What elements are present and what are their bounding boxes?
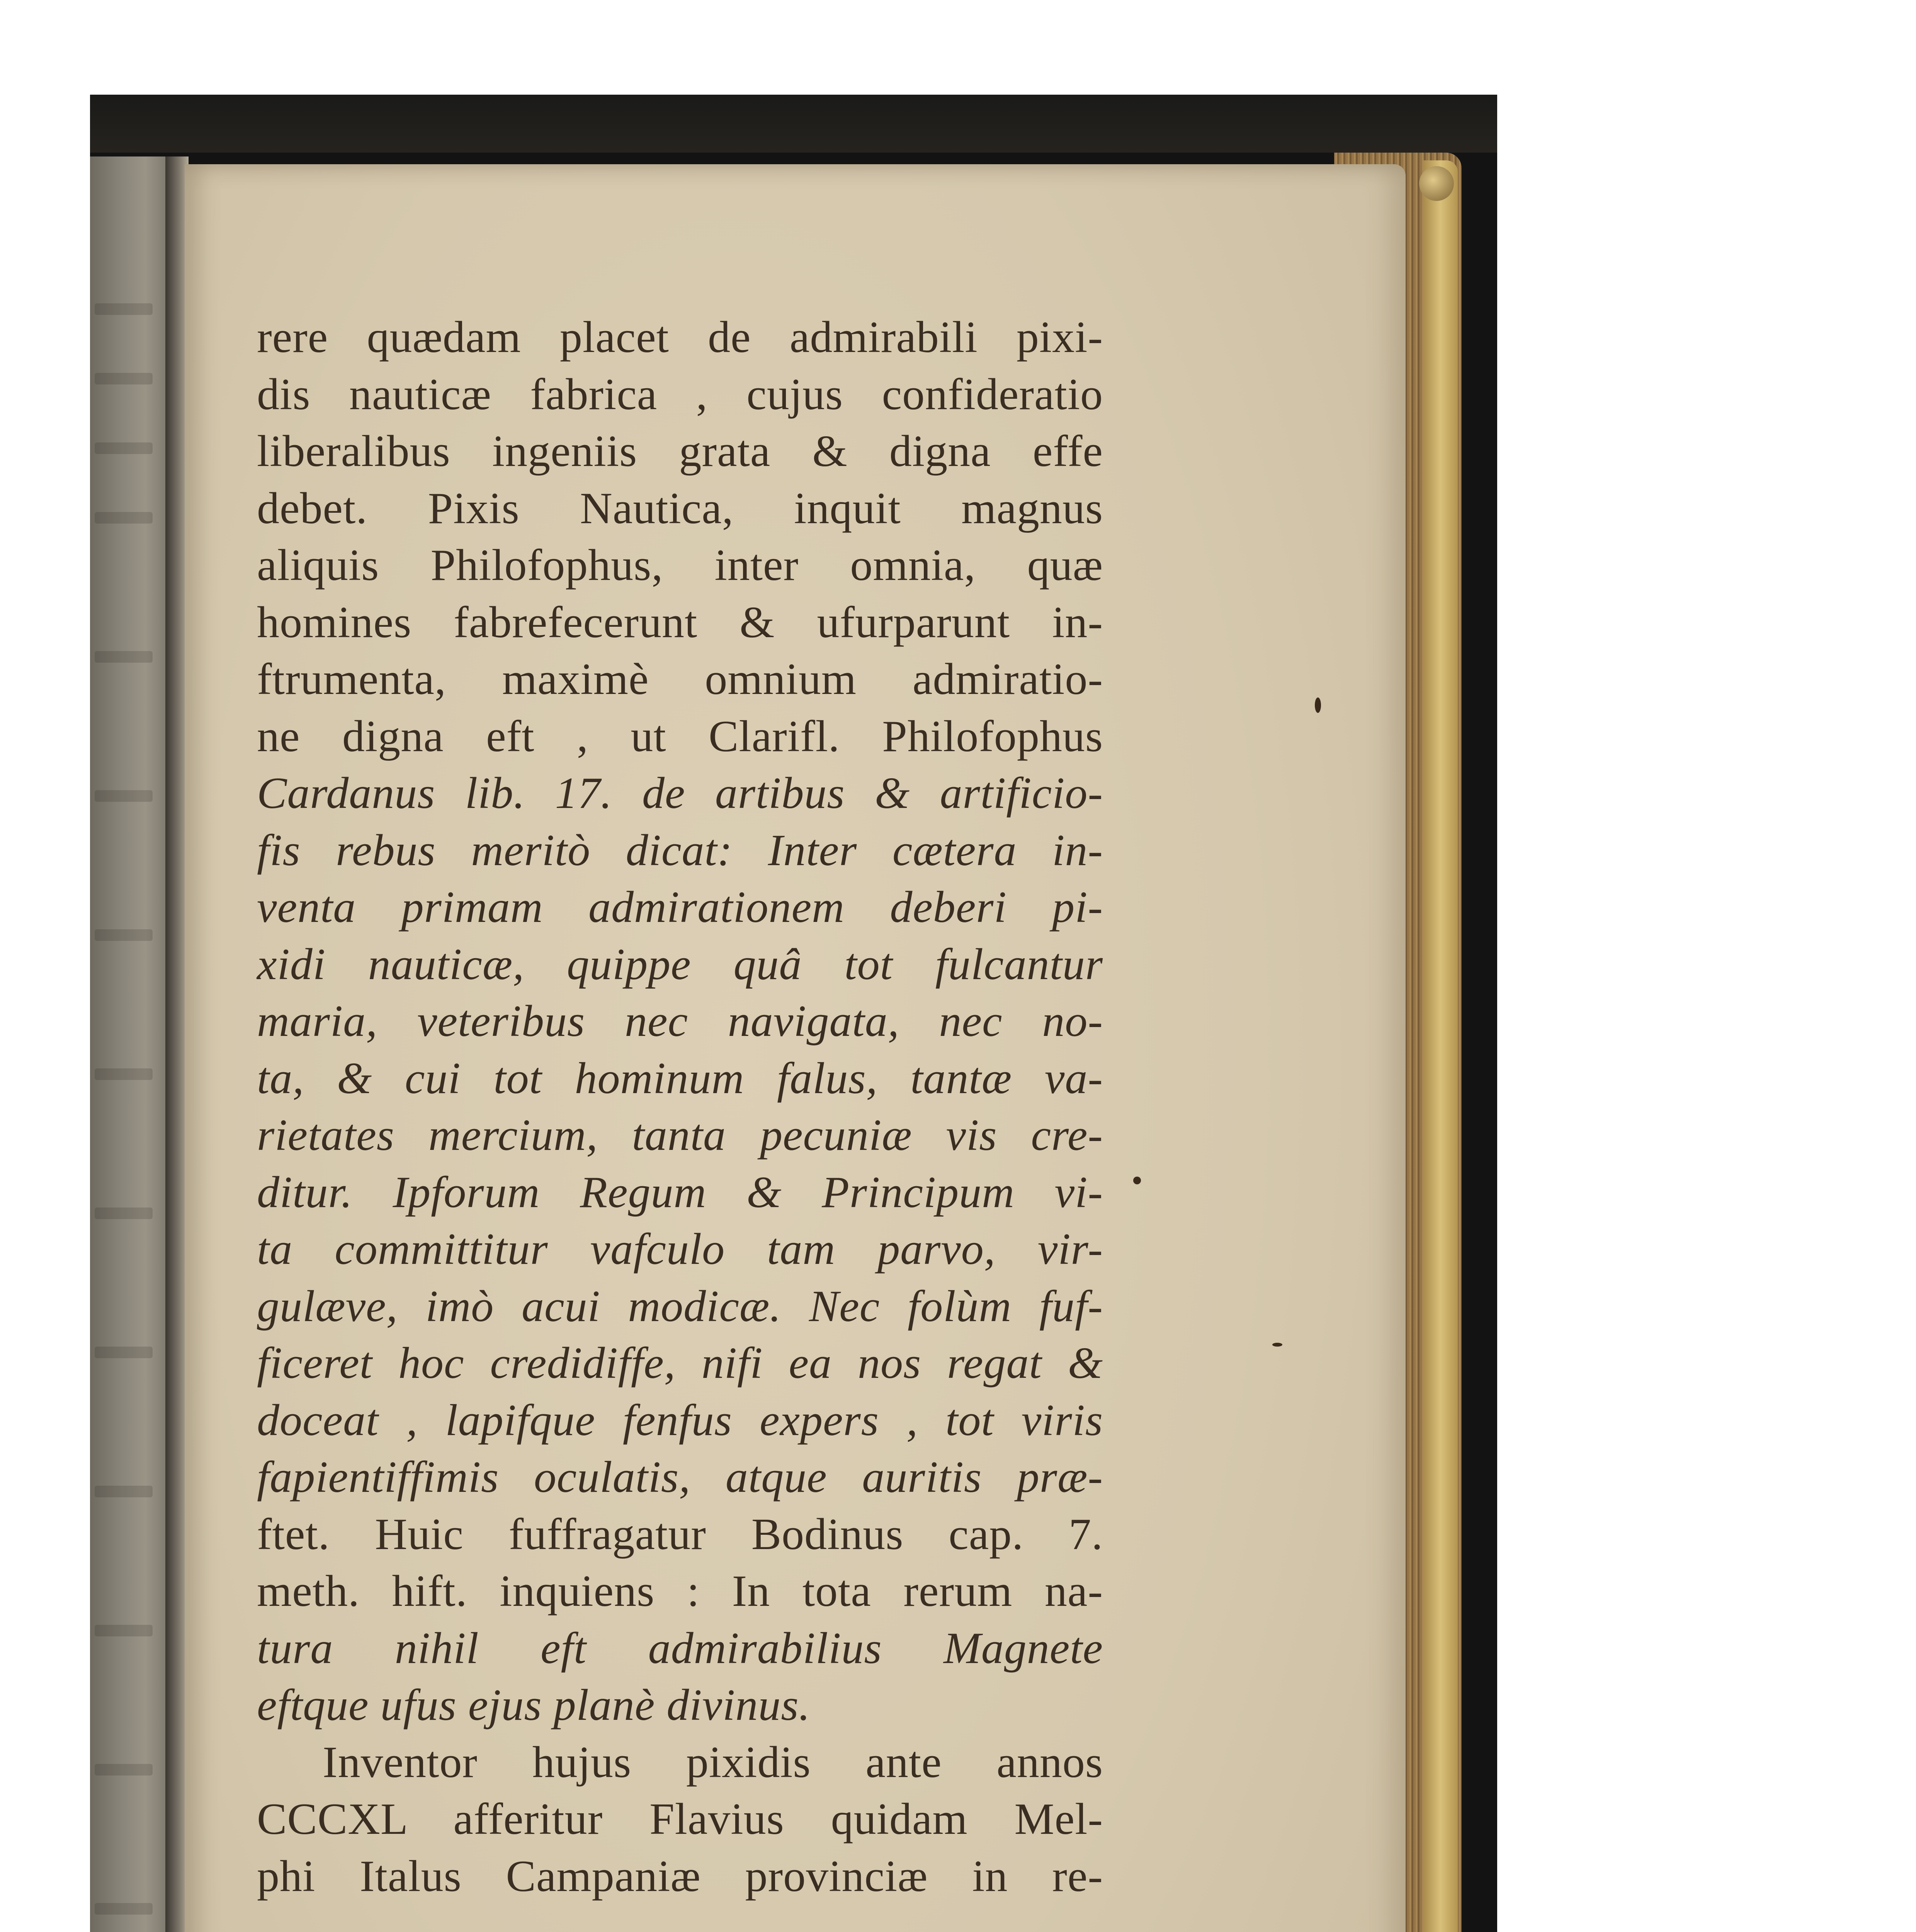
text-line: Inventor hujus pixidis ante annos — [323, 1737, 1103, 1787]
verso-text-fragment — [95, 790, 153, 802]
clasp-knob — [1419, 166, 1454, 201]
verso-text-fragment — [95, 651, 153, 663]
scan-top-band — [90, 95, 1497, 153]
text-line: rietates mercium, tanta pecuniæ vis cre- — [257, 1111, 1103, 1160]
text-line: eftque ufus ejus planè divinus. — [257, 1680, 811, 1730]
text-line: CCCXL afferitur Flavius quidam Mel- — [257, 1794, 1103, 1844]
text-line: dis nauticæ fabrica , cujus confideratio — [257, 369, 1103, 419]
text-line: meth. hift. inquiens : In tota rerum na- — [257, 1566, 1103, 1616]
verso-text-fragment — [95, 1486, 153, 1497]
verso-text-fragment — [95, 1903, 153, 1915]
ink-speck — [1133, 1177, 1141, 1184]
ink-speck — [1272, 1343, 1282, 1347]
text-line: debet. Pixis Nautica, inquit magnus — [257, 483, 1103, 533]
text-line: doceat , lapifque fenfus expers , tot viris — [257, 1395, 1103, 1445]
verso-text-fragment — [95, 1625, 153, 1636]
text-line: maria, veteribus nec navigata, nec no- — [257, 997, 1103, 1046]
text-line: phi Italus Campaniæ provinciæ in re- — [257, 1851, 1103, 1901]
text-line: Cardanus lib. 17. de artibus & artificio- — [257, 769, 1103, 818]
text-line: fis rebus meritò dicat: Inter cætera in- — [257, 825, 1103, 875]
page-text — [257, 309, 1103, 1905]
text-line: aliquis Philofophus, inter omnia, quæ — [257, 541, 1103, 590]
ink-speck — [1315, 697, 1321, 713]
verso-text-fragment — [95, 373, 153, 384]
text-line: fapientiffimis oculatis, atque auritis præ- — [257, 1452, 1103, 1502]
text-line: ta, & cui tot hominum falus, tantæ va- — [257, 1053, 1103, 1103]
text-line: ftrumenta, maximè omnium admiratio- — [257, 655, 1103, 704]
verso-text-fragment — [95, 1208, 153, 1219]
text-line: homines fabrefecerunt & ufurparunt in- — [257, 597, 1103, 647]
text-line: tura nihil eft admirabilius Magnete — [257, 1623, 1103, 1673]
text-line: ne digna eft , ut Clarifl. Philofophus — [257, 711, 1103, 761]
text-line: rere quædam placet de admirabili pixi- — [257, 313, 1103, 362]
verso-text-fragment — [95, 1068, 153, 1080]
text-line: ta committitur vafculo tam parvo, vir- — [257, 1225, 1103, 1274]
verso-text-fragment — [95, 1764, 153, 1776]
verso-text-fragment — [95, 303, 153, 315]
text-line: liberalibus ingeniis grata & digna effe — [257, 427, 1103, 476]
gilt-edge — [1423, 160, 1458, 1932]
verso-text-fragment — [95, 1347, 153, 1358]
text-line: ditur. Ipforum Regum & Principum vi- — [257, 1167, 1103, 1217]
verso-text-fragment — [95, 512, 153, 524]
verso-text-fragment — [95, 929, 153, 941]
text-line: venta primam admirationem deberi pi- — [257, 883, 1103, 932]
text-line: ficeret hoc credidiffe, nifi ea nos regat & — [257, 1338, 1103, 1388]
text-line: gulæve, imò acui modicæ. Nec folùm fuf- — [257, 1281, 1103, 1331]
verso-text-fragment — [95, 442, 153, 454]
verso-page-edge — [90, 156, 169, 1932]
text-line: xidi nauticæ, quippe quâ tot fulcantur — [257, 939, 1103, 989]
text-line: ftet. Huic fuffragatur Bodinus cap. 7. — [257, 1509, 1103, 1559]
